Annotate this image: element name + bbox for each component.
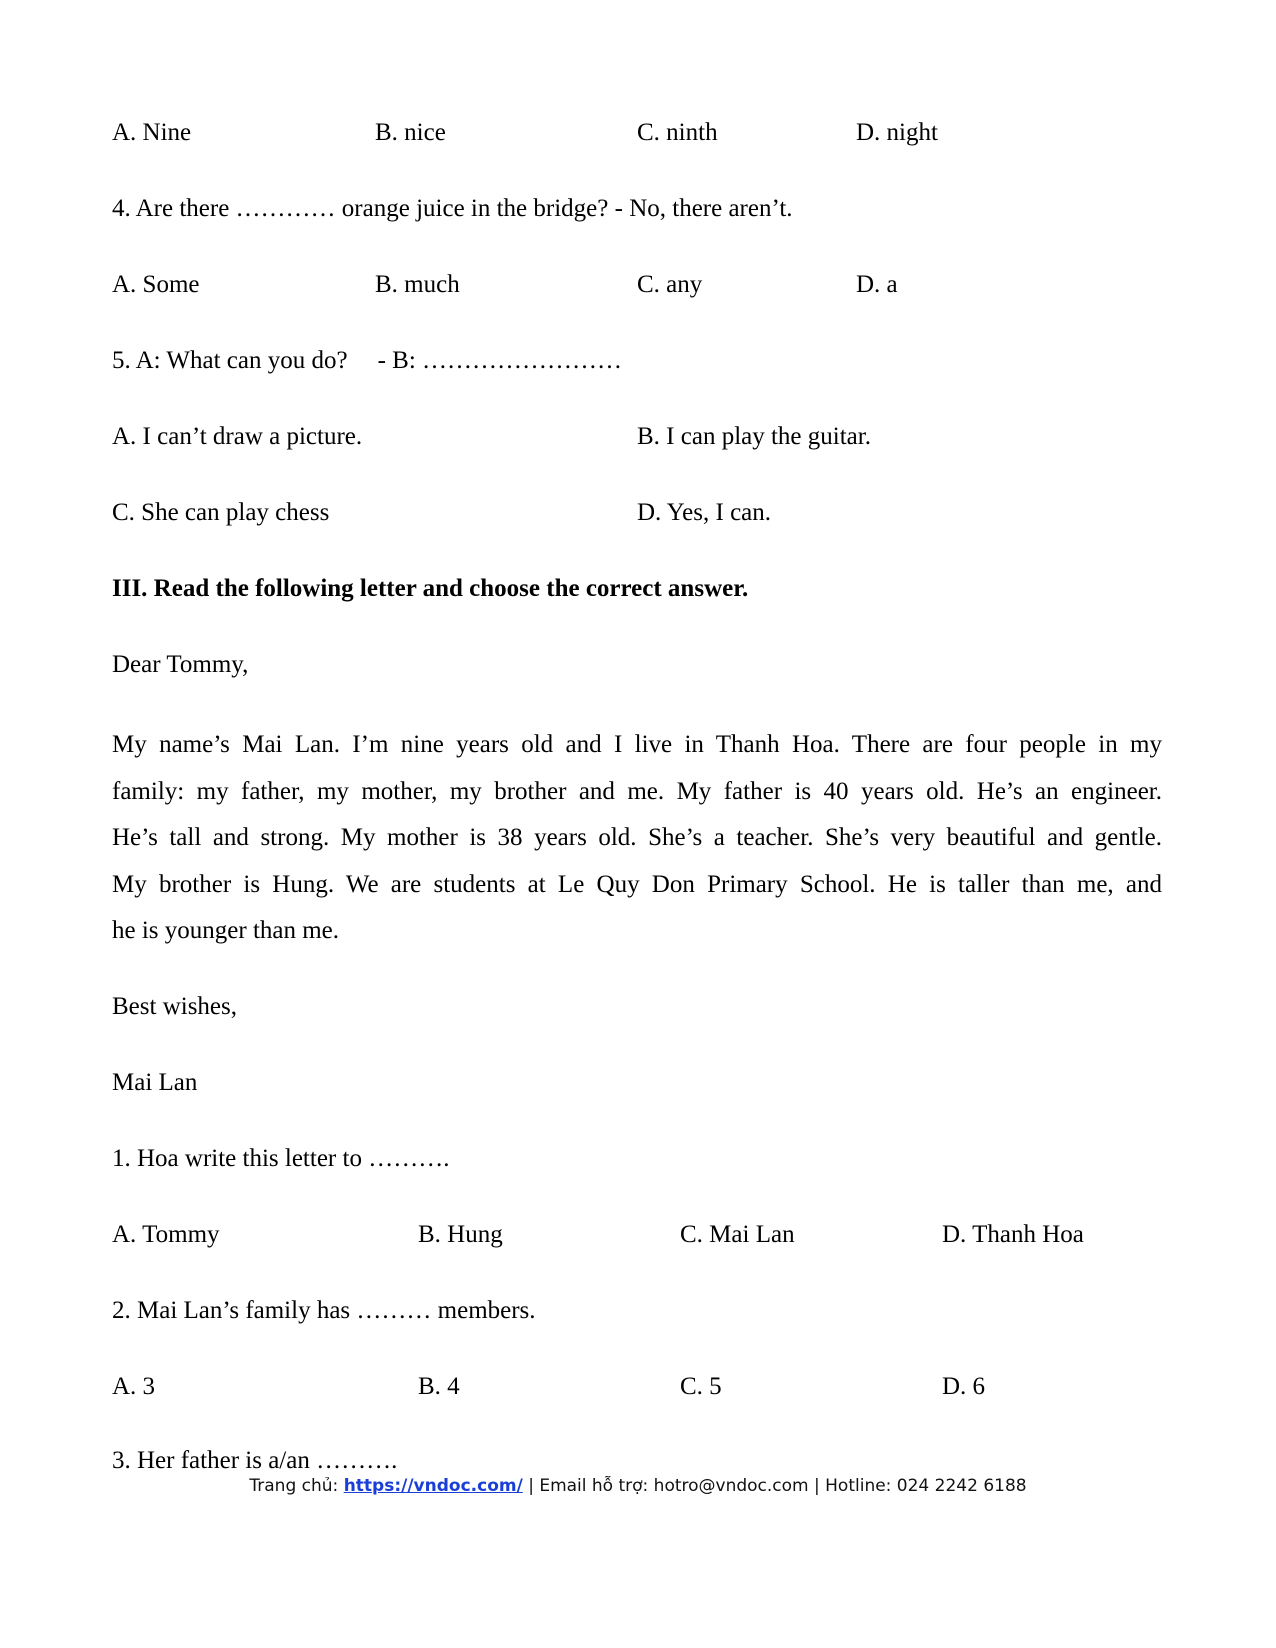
footer-prefix: Trang chủ: [249, 1476, 344, 1496]
q4-option-d: D. a [856, 271, 898, 298]
letter-greeting: Dear Tommy, [112, 651, 249, 678]
footer-home-link[interactable]: https://vndoc.com/ [343, 1476, 523, 1496]
footer-contact: | Email hỗ trợ: hotro@vndoc.com | Hotline: 024 2242 6188 [522, 1476, 1027, 1496]
reading-question-3: 3. Her father is a/an ………. [112, 1447, 398, 1474]
reading-q1-option-d: D. Thanh Hoa [942, 1221, 1084, 1248]
reading-q2-option-c: C. 5 [680, 1373, 722, 1400]
reading-q2-option-b: B. 4 [418, 1373, 460, 1400]
letter-line: My brother is Hung. We are students at Le Quy Don Primary School. He is taller than me, and [112, 870, 1162, 898]
q5-option-d: D. Yes, I can. [637, 499, 772, 526]
reading-q1-option-a: A. Tommy [112, 1221, 220, 1248]
letter-line: My name’s Mai Lan. I’m nine years old and I live in Thanh Hoa. There are four people in my [112, 731, 1162, 758]
reading-q2-option-a: A. 3 [112, 1373, 156, 1400]
q4-option-a: A. Some [112, 271, 200, 298]
reading-q1-option-c: C. Mai Lan [680, 1221, 795, 1248]
q4-option-c: C. any [637, 271, 703, 298]
q4-question: 4. Are there ………… orange juice in the bridge? - No, there aren’t. [112, 195, 793, 222]
section-heading: III. Read the following letter and choose the correct answer. [112, 575, 749, 602]
q3-option-c: C. ninth [637, 119, 718, 146]
reading-question-1: 1. Hoa write this letter to ………. [112, 1145, 450, 1172]
q4-option-b: B. much [375, 271, 460, 298]
q3-option-a: A. Nine [112, 119, 192, 146]
q5-option-b: B. I can play the guitar. [637, 423, 871, 450]
letter-line: family: my father, my mother, my brother and me. My father is 40 years old. He’s an engineer. [112, 777, 1162, 805]
letter-closing: Best wishes, [112, 993, 237, 1020]
letter-body [112, 722, 1162, 955]
q5-option-a: A. I can’t draw a picture. [112, 423, 363, 450]
reading-q1-option-b: B. Hung [418, 1221, 503, 1248]
letter-line: He’s tall and strong. My mother is 38 years old. She’s a teacher. She’s very beautiful and gentle. [112, 824, 1162, 851]
reading-question-2: 2. Mai Lan’s family has ……… members. [112, 1297, 536, 1324]
reading-q2-option-d: D. 6 [942, 1373, 986, 1400]
letter-line: he is younger than me. [112, 917, 340, 944]
letter-signature: Mai Lan [112, 1069, 198, 1096]
q5-question-b: - B: …………………… [377, 347, 623, 374]
q5-question [112, 346, 622, 376]
q3-option-b: B. nice [375, 119, 446, 146]
page-footer [0, 1475, 1276, 1497]
q5-question-a: 5. A: What can you do? [112, 347, 348, 374]
q3-option-d: D. night [856, 119, 938, 146]
q5-option-c: C. She can play chess [112, 499, 330, 526]
